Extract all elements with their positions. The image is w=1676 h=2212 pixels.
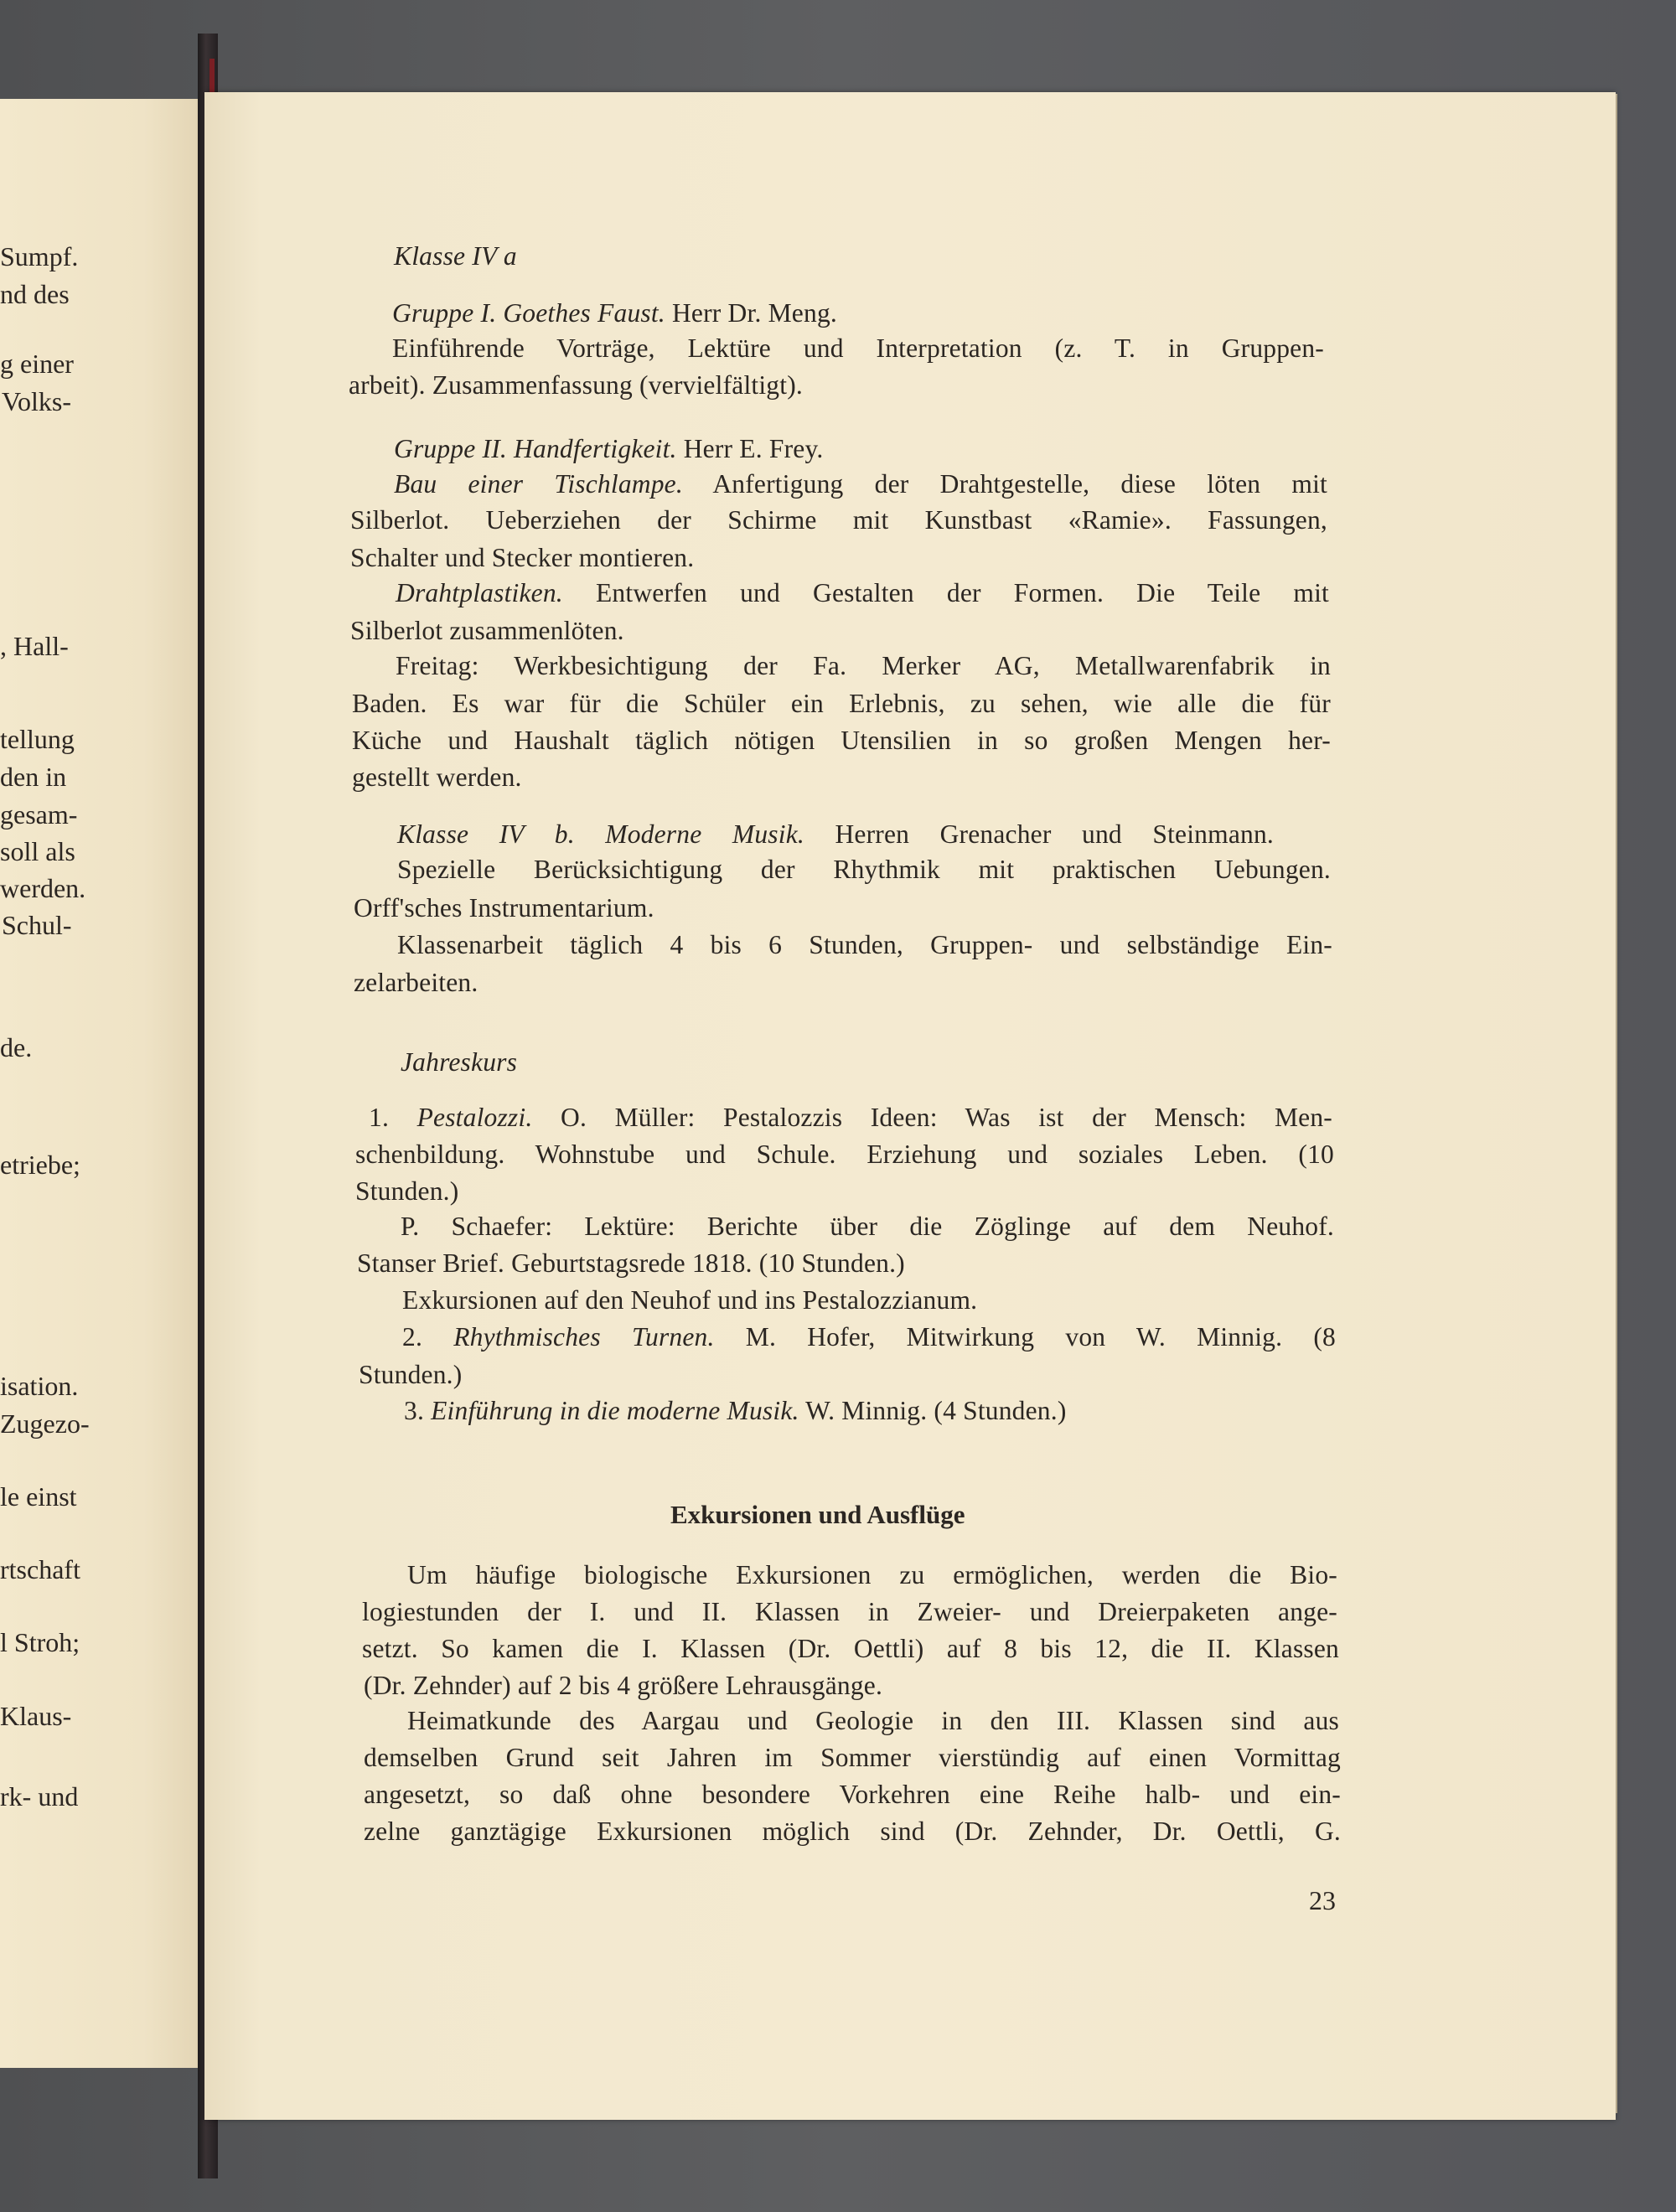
list-number: 3. <box>404 1396 432 1425</box>
subtopic-title: Drahtplastiken. <box>396 578 563 607</box>
left-line: Klaus- <box>0 1701 72 1731</box>
left-line: soll als <box>0 836 75 866</box>
subtopic-title: Bau einer Tischlampe. <box>394 469 683 499</box>
text-line: Baden. Es war für die Schüler ein Erlebnis, zu sehen, wie alle die für <box>352 689 1331 718</box>
text-line <box>392 298 1324 328</box>
left-line: tellung <box>0 724 75 754</box>
text-line: Stanser Brief. Geburtstagsrede 1818. (10 Stunden.) <box>357 1248 905 1278</box>
text-line <box>396 578 1329 608</box>
left-line: nd des <box>0 279 70 309</box>
left-line: Schul- <box>2 910 72 940</box>
course-title: Einführung in die moderne Musik. <box>431 1396 799 1425</box>
left-line: etriebe; <box>0 1150 80 1180</box>
list-number: 2. <box>402 1322 454 1351</box>
text-line: Um häufige biologische Exkursionen zu ermöglichen, werden die Bio- <box>407 1560 1337 1589</box>
text-line <box>402 1322 1336 1352</box>
text-line: Schalter und Stecker montieren. <box>350 543 695 572</box>
text-line: P. Schaefer: Lektüre: Berichte über die Zöglinge auf dem Neuhof. <box>401 1212 1334 1241</box>
text-line: demselben Grund seit Jahren im Sommer vierstündig auf einen Vormittag <box>364 1743 1341 1772</box>
text-line: setzt. So kamen die I. Klassen (Dr. Oettli) auf 8 bis 12, die II. Klassen <box>362 1634 1339 1663</box>
left-line: werden. <box>0 873 86 903</box>
text-span: O. Müller: Pestalozzis Ideen: Was ist der Mensch: Men- <box>532 1103 1332 1132</box>
left-line: den in <box>0 762 67 792</box>
left-line: Volks- <box>2 386 71 416</box>
text-line: Einführende Vorträge, Lektüre und Interpretation (z. T. in Gruppen- <box>392 333 1324 363</box>
left-line: Sumpf. <box>0 241 79 271</box>
course-title: Rhythmisches Turnen. <box>453 1322 715 1351</box>
text-line: angesetzt, so daß ohne besondere Vorkehren eine Reihe halb- und ein- <box>364 1780 1341 1809</box>
text-span: W. Minnig. (4 Stunden.) <box>799 1396 1067 1425</box>
left-page <box>0 99 205 2068</box>
left-line: le einst <box>0 1481 77 1512</box>
klasse-ivb-heading: Klasse IV b. Moderne Musik. <box>397 819 804 849</box>
teacher: Herren Grenacher und Steinmann. <box>804 819 1274 849</box>
text-line <box>397 819 1274 850</box>
left-line: rk- und <box>0 1781 79 1811</box>
text-line: Klassenarbeit täglich 4 bis 6 Stunden, Gruppen- und selbständige Ein- <box>397 930 1332 959</box>
text-line: Orff'sches Instrumentarium. <box>354 893 654 923</box>
text-line: Freitag: Werkbesichtigung der Fa. Merker AG, Metallwarenfabrik in <box>396 651 1331 680</box>
left-line: g einer <box>0 349 74 379</box>
text-line: gestellt werden. <box>352 762 522 792</box>
course-title: Pestalozzi. <box>416 1103 533 1132</box>
text-line: Stunden.) <box>355 1176 459 1206</box>
left-line: gesam- <box>0 799 78 830</box>
left-line: , Hall- <box>0 631 69 661</box>
group-title: Gruppe II. Handfertigkeit. <box>394 434 677 463</box>
klasse-iva-heading: Klasse IV a <box>394 241 517 271</box>
text-line: schenbildung. Wohnstube und Schule. Erziehung und soziales Leben. (10 <box>355 1140 1334 1169</box>
text-line <box>394 434 1324 464</box>
text-line <box>369 1103 1332 1133</box>
text-line: Heimatkunde des Aargau und Geologie in den III. Klassen sind aus <box>407 1706 1339 1735</box>
text-line: Stunden.) <box>359 1360 463 1389</box>
text-line: (Dr. Zehnder) auf 2 bis 4 größere Lehrausgänge. <box>364 1671 883 1700</box>
left-line: rtschaft <box>0 1554 80 1584</box>
teacher: Herr E. Frey. <box>676 434 824 463</box>
section-heading: Exkursionen und Ausflüge <box>670 1500 965 1529</box>
text-line: arbeit). Zusammenfassung (vervielfältigt). <box>349 370 803 400</box>
jahreskurs-heading: Jahreskurs <box>401 1047 518 1077</box>
text-line: Küche und Haushalt täglich nötigen Utensilien in so großen Mengen her- <box>352 726 1331 755</box>
text-line: Silberlot zusammenlöten. <box>350 616 624 645</box>
text-line: Silberlot. Ueberziehen der Schirme mit Kunstbast «Ramie». Fassungen, <box>350 505 1327 535</box>
page-number: 23 <box>1309 1885 1336 1915</box>
text-span: M. Hofer, Mitwirkung von W. Minnig. (8 <box>714 1322 1336 1351</box>
left-line: isation. <box>0 1371 79 1401</box>
text-span: Entwerfen und Gestalten der Formen. Die Teile mit <box>562 578 1329 607</box>
group-title: Gruppe I. Goethes Faust. <box>392 298 665 328</box>
text-line <box>404 1396 1336 1426</box>
teacher: Herr Dr. Meng. <box>665 298 837 328</box>
left-line: Zugezo- <box>0 1408 90 1439</box>
text-line: Spezielle Berücksichtigung der Rhythmik mit praktischen Uebungen. <box>397 855 1331 884</box>
text-span: Anfertigung der Drahtgestelle, diese löten mit <box>682 469 1327 499</box>
text-line: logiestunden der I. und II. Klassen in Zweier- und Dreierpaketen ange- <box>362 1597 1337 1626</box>
text-line: zelne ganztägige Exkursionen möglich sind (Dr. Zehnder, Dr. Oettli, G. <box>364 1817 1341 1846</box>
list-number: 1. <box>369 1103 417 1132</box>
left-line: l Stroh; <box>0 1627 80 1657</box>
text-line: zelarbeiten. <box>354 968 478 997</box>
text-line <box>394 469 1327 499</box>
left-line: de. <box>0 1032 33 1062</box>
text-line: Exkursionen auf den Neuhof und ins Pestalozzianum. <box>402 1285 978 1315</box>
